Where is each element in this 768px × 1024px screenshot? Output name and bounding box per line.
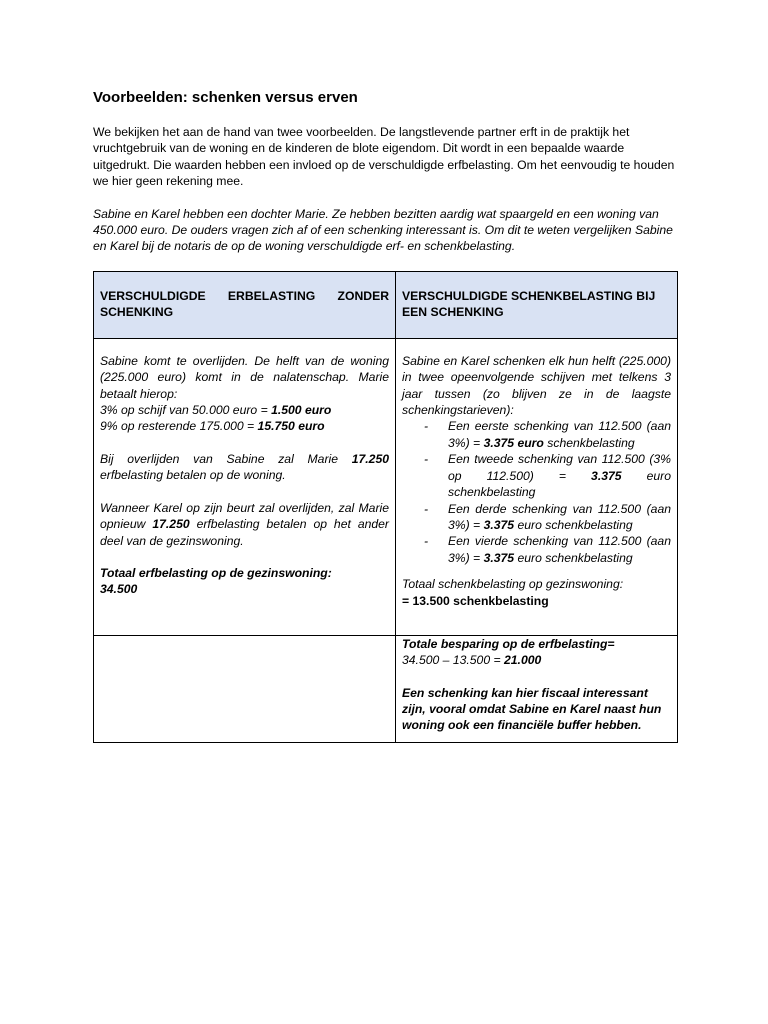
document-page	[93, 88, 678, 743]
gift-item-3: - Een derde schenking van 112.500 (aan 3%) = 3.375 euro schenkbelasting	[424, 501, 671, 534]
intro-paragraph: We bekijken het aan de hand van twee voorbeelden. De langstlevende partner erft in de praktijk het vruchtgebruik van de woning en de kinderen de blote eigendom. Dit wordt in een bepaalde waarde uitgedrukt. Die waarden hebben een invloed op de verschuldigde erfbelasting. Om het eenvoudig te houden we hier geen rekening mee.	[93, 125, 675, 189]
header-inheritance-tax: VERSCHULDIGDE ERBELASTING ZONDER SCHENKING	[94, 271, 396, 338]
inheritance-first-death: Bij overlijden van Sabine zal Marie 17.250 erfbelasting betalen op de woning.	[100, 451, 389, 483]
gift-item-2: - Een tweede schenking van 112.500 (3% op 112.500) = 3.375 euro schenkbelasting	[424, 451, 671, 500]
gift-item-1: - Een eerste schenking van 112.500 (aan 3%) = 3.375 euro schenkbelasting	[424, 418, 671, 451]
gift-cell	[396, 338, 678, 635]
bracket-line-1: 3% op schijf van 50.000 euro = 1.500 euro	[100, 403, 332, 418]
conclusion-text: Een schenking kan hier fiscaal interessant zijn, vooral omdat Sabine en Karel naast hun woning ook een financiële buffer hebben.	[402, 685, 662, 733]
gift-list	[402, 418, 671, 566]
case-paragraph: Sabine en Karel hebben een dochter Marie. Ze hebben bezitten aardig wat spaargeld en een woning van 450.000 euro. De ouders vragen zich af of een schenking interessant is. Om dit te weten vergelijken Sabine en Karel bij de notaris de op de woning verschuldigde erf- en schenkbelasting.	[93, 206, 673, 254]
inheritance-second-death: Wanneer Karel op zijn beurt zal overlijden, zal Marie opnieuw 17.250 erfbelasting betalen op het ander deel van de gezinswoning.	[100, 500, 389, 548]
comparison-table	[93, 271, 678, 743]
table-footer-row	[94, 635, 678, 742]
table-body-row	[94, 338, 678, 635]
inheritance-total-value: 34.500	[100, 582, 138, 597]
savings-label: Totale besparing op de erfbelasting=	[402, 636, 615, 651]
inheritance-cell	[94, 338, 396, 635]
savings-cell	[396, 635, 678, 742]
savings-calc: 34.500 – 13.500 = 21.000	[402, 653, 542, 668]
empty-cell	[94, 635, 396, 742]
header-gift-tax: VERSCHULDIGDE SCHENKBELASTING BIJ EEN SCHENKING	[396, 271, 678, 338]
inheritance-total-label: Totaal erfbelasting op de gezinswoning:	[100, 565, 332, 580]
gift-total-value: = 13.500 schenkbelasting	[402, 593, 549, 608]
gift-item-4: - Een vierde schenking van 112.500 (aan 3%) = 3.375 euro schenkbelasting	[424, 533, 671, 566]
page-title: Voorbeelden: schenken versus erven	[93, 89, 358, 106]
inheritance-intro: Sabine komt te overlijden. De helft van de woning (225.000 euro) komt in de nalatenschap. Marie betaalt hierop:	[100, 353, 389, 401]
gift-intro: Sabine en Karel schenken elk hun helft (225.000) in twee opeenvolgende schijven met telkens 3 jaar tussen (zo blijven ze in de laagste schenkingstarieven):	[402, 353, 671, 418]
gift-total-label: Totaal schenkbelasting op gezinswoning:	[402, 577, 624, 592]
table-header-row	[94, 271, 678, 338]
bracket-line-2: 9% op resterende 175.000 = 15.750 euro	[100, 419, 325, 434]
